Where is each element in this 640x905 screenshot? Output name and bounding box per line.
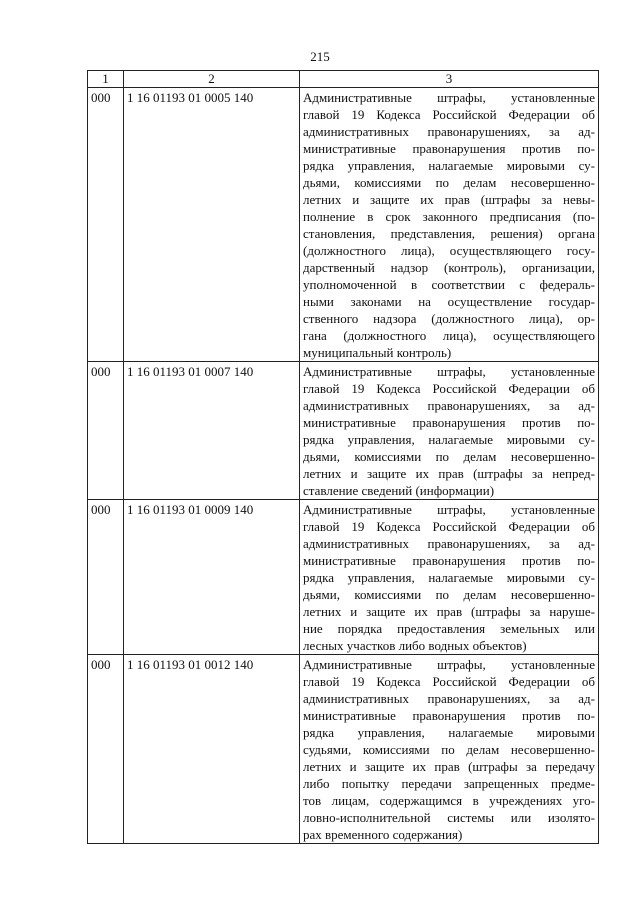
description-line: муниципальный контроль) [303,345,452,360]
page-number: 215 [310,49,330,64]
table-body [88,88,599,844]
description-cell [300,362,599,500]
description-line: летних и защите их прав (штрафы за наруше- [303,604,595,619]
description-line: летних и защите их прав (штрафы за непред- [303,466,595,481]
budget-code-cell: 1 16 01193 01 0005 140 [124,88,300,362]
description-line: тов лицам, содержащимся в учреждениях уго- [303,793,595,808]
description-line: административных правонарушениях, за ад- [303,691,595,706]
description-line: Административные штрафы, установленные [303,657,595,672]
table-row [88,500,599,655]
table-row [88,362,599,500]
table-row [88,655,599,844]
description-line: уполномоченной в соответствии с федераль- [303,277,595,292]
description-line: ственного надзора (должностного лица), ор- [303,311,595,326]
description-line: главой 19 Кодекса Российской Федерации об [303,674,595,689]
description-line: гана (должностного лица), осуществляющего [303,328,595,343]
description-line: министративные правонарушения против по- [303,415,595,430]
description-line: дьями, комиссиями по делам несовершенно- [303,175,595,190]
description-line: административных правонарушениях, за ад- [303,398,595,413]
description-line: ловно-исполнительной системы или изолято- [303,810,595,825]
description-line: лесных участков либо водных объектов) [303,638,527,653]
description-line: главой 19 Кодекса Российской Федерации об [303,519,595,534]
description-line: рядка управления, налагаемые мировыми су- [303,432,595,447]
description-line: (должностного лица), осуществляющего госу- [303,243,595,258]
description-line: Административные штрафы, установленные [303,364,595,379]
description-line: административных правонарушениях, за ад- [303,536,595,551]
table-row [88,88,599,362]
admin-code-cell: 000 [88,500,124,655]
description-line: полнение в срок законного предписания (по- [303,209,595,224]
description-line: административных правонарушениях, за ад- [303,124,595,139]
description-line: летних и защите их прав (штрафы за передачу [303,759,595,774]
column-header-3: 3 [300,71,599,88]
description-line: Административные штрафы, установленные [303,90,595,105]
description-line: либо попытку передачи запрещенных предме- [303,776,595,791]
budget-code-cell: 1 16 01193 01 0009 140 [124,500,300,655]
description-line: дарственный надзор (контроль), организации, [303,260,595,275]
classification-table [87,70,599,844]
description-line: рах временного содержания) [303,827,463,842]
admin-code-cell: 000 [88,362,124,500]
description-line: ными законами на осуществление государ- [303,294,595,309]
description-line: главой 19 Кодекса Российской Федерации об [303,381,595,396]
description-line: министративные правонарушения против по- [303,141,595,156]
description-line: судьями, комиссиями по делам несовершенно- [303,742,595,757]
description-line: становления, представления, решения) органа [303,226,595,241]
admin-code-cell: 000 [88,655,124,844]
description-line: Административные штрафы, установленные [303,502,595,517]
description-cell [300,500,599,655]
description-line: ставление сведений (информации) [303,483,495,498]
description-line: министративные правонарушения против по- [303,553,595,568]
description-line: главой 19 Кодекса Российской Федерации об [303,107,595,122]
column-header-1: 1 [88,71,124,88]
description-line: летних и защите их прав (штрафы за невы- [303,192,595,207]
table-header-row [88,71,599,88]
description-line: рядка управления, налагаемые мировыми су- [303,158,595,173]
budget-code-cell: 1 16 01193 01 0007 140 [124,362,300,500]
description-line: ние порядка предоставления земельных или [303,621,595,636]
description-line: министративные правонарушения против по- [303,708,595,723]
description-line: дьями, комиссиями по делам несовершенно- [303,587,595,602]
description-line: рядка управления, налагаемые мировыми су- [303,570,595,585]
admin-code-cell: 000 [88,88,124,362]
description-cell [300,88,599,362]
description-cell [300,655,599,844]
description-line: рядка управления, налагаемые мировыми [303,725,595,740]
budget-code-cell: 1 16 01193 01 0012 140 [124,655,300,844]
description-line: дьями, комиссиями по делам несовершенно- [303,449,595,464]
column-header-2: 2 [124,71,300,88]
